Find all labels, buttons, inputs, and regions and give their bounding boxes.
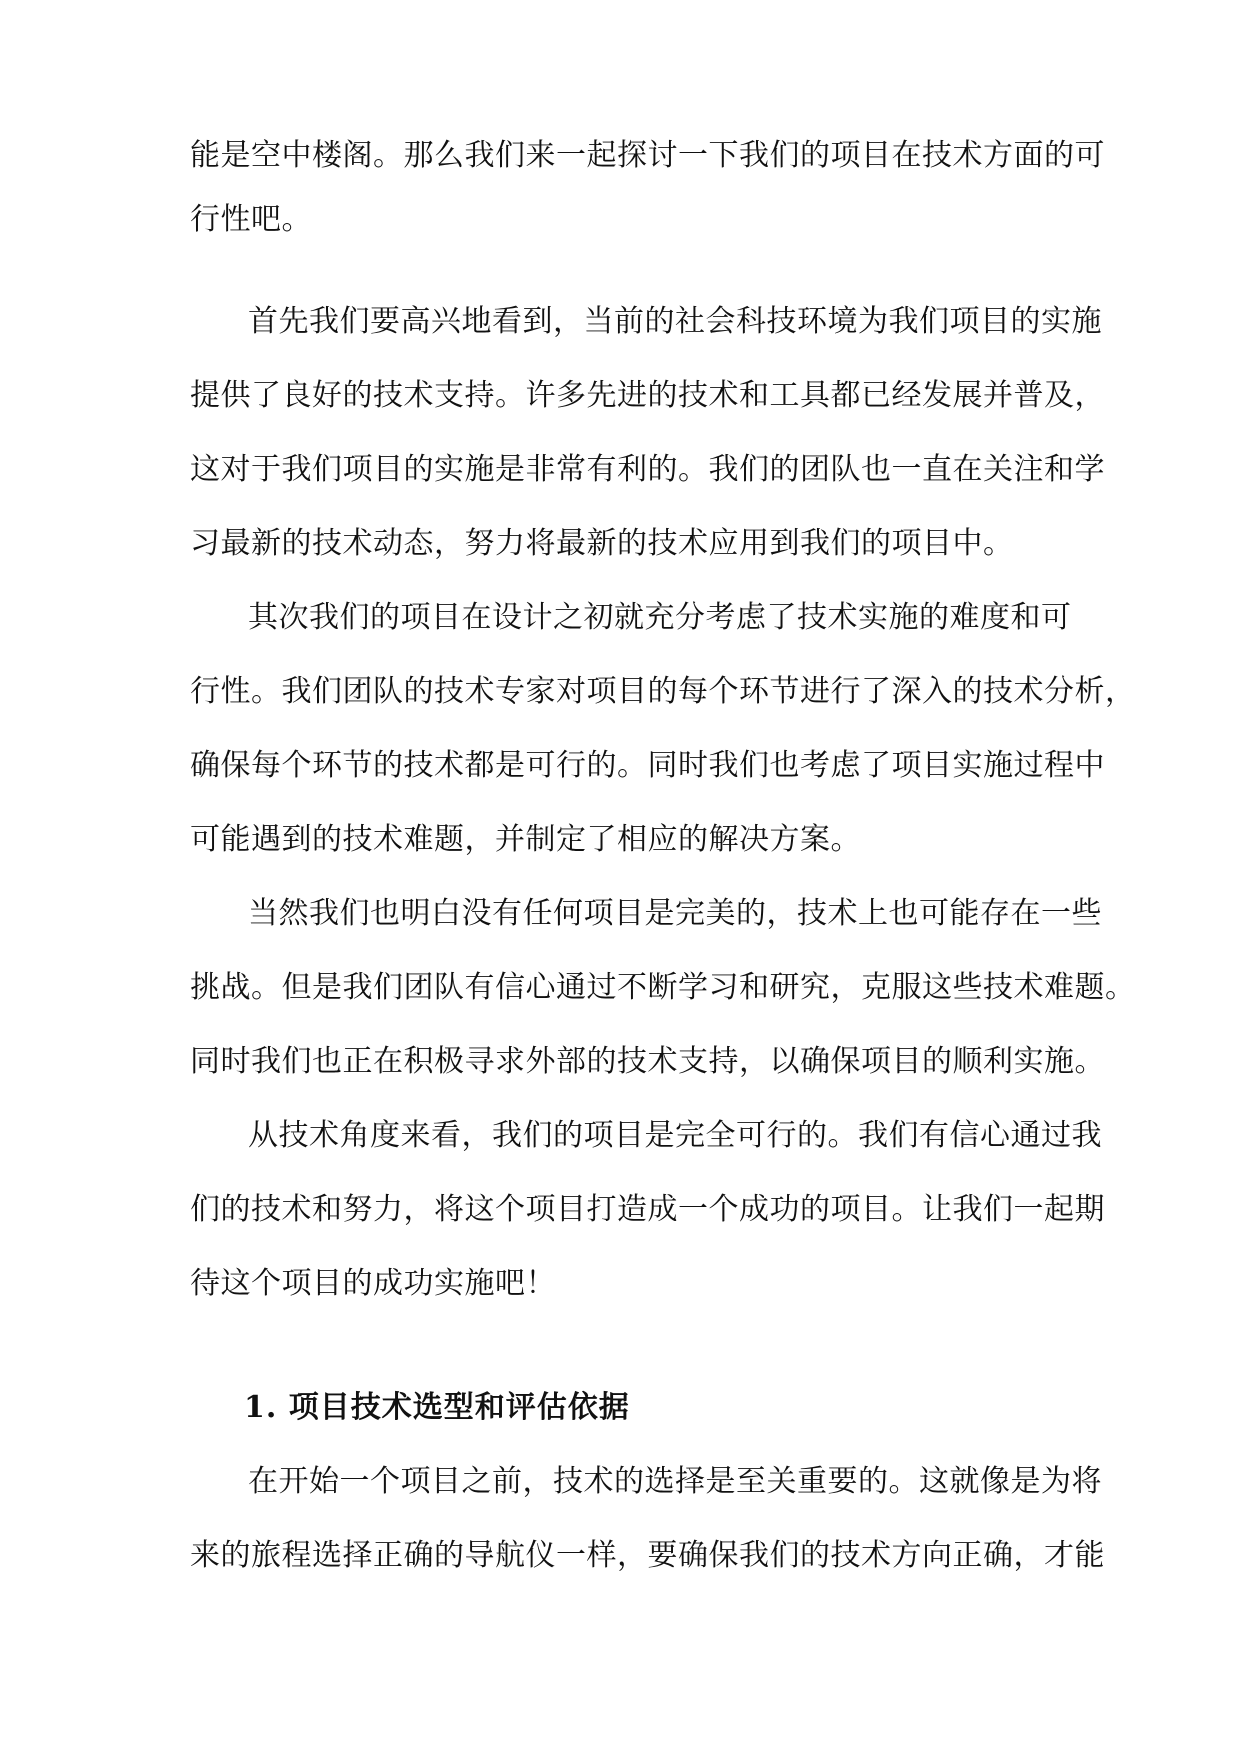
- paragraph-line: 可能遇到的技术难题，并制定了相应的解决方案。: [190, 822, 861, 857]
- paragraph-line: 在开始一个项目之前，技术的选择是至关重要的。这就像是为将: [248, 1464, 1102, 1499]
- paragraph-line: 习最新的技术动态，努力将最新的技术应用到我们的项目中。: [190, 526, 1014, 561]
- paragraph-line: 当然我们也明白没有任何项目是完美的，技术上也可能存在一些: [248, 896, 1102, 931]
- paragraph-line: 首先我们要高兴地看到，当前的社会科技环境为我们项目的实施: [248, 304, 1102, 339]
- paragraph-line: 能是空中楼阁。那么我们来一起探讨一下我们的项目在技术方面的可: [190, 138, 1105, 173]
- paragraph-line: 同时我们也正在积极寻求外部的技术支持，以确保项目的顺利实施。: [190, 1044, 1105, 1079]
- paragraph-line: 确保每个环节的技术都是可行的。同时我们也考虑了项目实施过程中: [190, 748, 1105, 783]
- paragraph-line: 提供了良好的技术支持。许多先进的技术和工具都已经发展并普及，: [190, 378, 1105, 413]
- paragraph-line: 来的旅程选择正确的导航仪一样，要确保我们的技术方向正确，才能: [190, 1538, 1105, 1573]
- section-heading: 1. 项目技术选型和评估依据: [244, 1390, 630, 1425]
- paragraph-line: 行性吧。: [190, 202, 312, 237]
- paragraph-line: 这对于我们项目的实施是非常有利的。我们的团队也一直在关注和学: [190, 452, 1105, 487]
- paragraph-line: 挑战。但是我们团队有信心通过不断学习和研究，克服这些技术难题。: [190, 970, 1136, 1005]
- paragraph-line: 其次我们的项目在设计之初就充分考虑了技术实施的难度和可: [248, 600, 1072, 635]
- paragraph-line: 从技术角度来看，我们的项目是完全可行的。我们有信心通过我: [248, 1118, 1102, 1153]
- paragraph-line: 待这个项目的成功实施吧！: [190, 1266, 556, 1301]
- paragraph-line: 行性。我们团队的技术专家对项目的每个环节进行了深入的技术分析，: [190, 674, 1136, 709]
- paragraph-line: 们的技术和努力，将这个项目打造成一个成功的项目。让我们一起期: [190, 1192, 1105, 1227]
